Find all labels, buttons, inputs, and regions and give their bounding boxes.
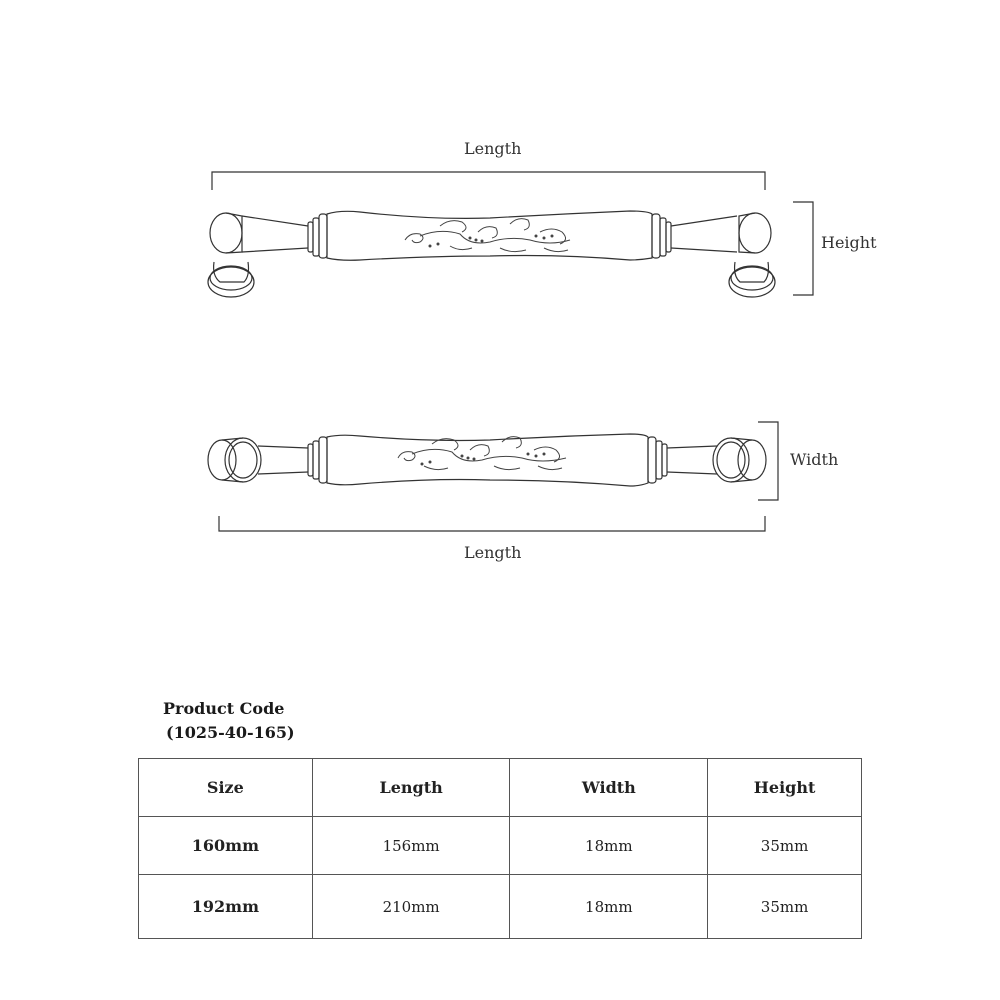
- width-bracket: [758, 422, 778, 500]
- size-spec-table: [138, 758, 862, 939]
- table-row: [139, 875, 862, 939]
- cell-width: 18mm: [510, 875, 708, 939]
- length-bracket-bottom: [219, 516, 765, 531]
- handle-top-view: [208, 434, 766, 486]
- cell-size: 160mm: [139, 817, 313, 875]
- header-width: Width: [510, 759, 708, 817]
- header-length: Length: [312, 759, 510, 817]
- width-label: Width: [790, 450, 839, 469]
- length-bracket-top: [212, 172, 765, 190]
- table-row: [139, 817, 862, 875]
- cell-length: 156mm: [312, 817, 510, 875]
- product-code-value: (1025-40-165): [166, 723, 295, 742]
- header-height: Height: [708, 759, 862, 817]
- cell-size: 192mm: [139, 875, 313, 939]
- header-size: Size: [139, 759, 313, 817]
- cell-width: 18mm: [510, 817, 708, 875]
- handle-front-view: [208, 211, 775, 297]
- product-code-block: [163, 697, 295, 745]
- bottom-length-label: Length: [464, 543, 522, 562]
- table-header-row: [139, 759, 862, 817]
- product-code-title: Product Code: [163, 699, 285, 718]
- height-bracket: [793, 202, 813, 295]
- cell-height: 35mm: [708, 817, 862, 875]
- height-label: Height: [821, 233, 877, 252]
- top-length-label: Length: [464, 139, 522, 158]
- cell-height: 35mm: [708, 875, 862, 939]
- cell-length: 210mm: [312, 875, 510, 939]
